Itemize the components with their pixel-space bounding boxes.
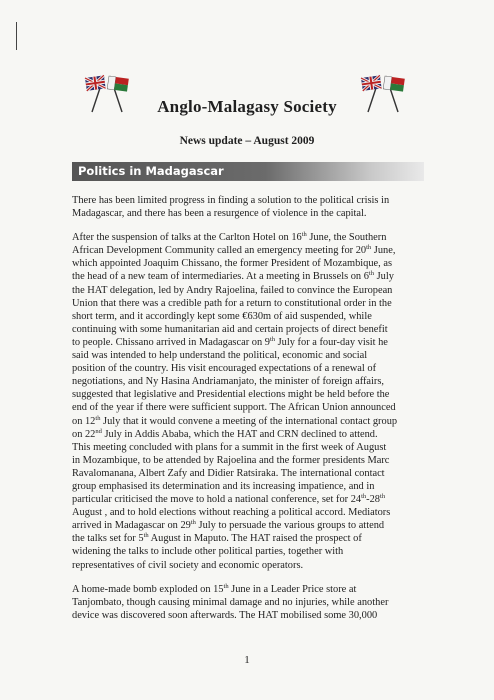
text-line: arrived in Madagascar on 29th July to persuade the various groups to attend bbox=[72, 519, 385, 532]
text-line: the HAT delegation, led by Andry Rajoelina, failed to convince the European bbox=[72, 284, 393, 296]
article-body bbox=[72, 194, 424, 633]
text-line: African Development Community called an emergency meeting for 20th June, bbox=[72, 244, 396, 257]
text-line: This meeting concluded with plans for a summit in the first week of August bbox=[72, 441, 387, 453]
society-title: Anglo-Malagasy Society bbox=[157, 97, 337, 116]
text-line: particular criticised the move to hold a national conference, set for 24th-28th bbox=[72, 493, 386, 506]
text-line: to people. Chissano arrived in Madagascar on 9th July for a four-day visit he bbox=[72, 335, 388, 348]
paragraph bbox=[72, 231, 424, 571]
paragraph bbox=[72, 583, 424, 622]
text-line: in Mozambique, to be attended by Rajoelina and the former presidents Marc bbox=[72, 454, 390, 466]
paragraph bbox=[72, 194, 424, 220]
text-line: A home-made bomb exploded on 15th June in a Leader Price store at bbox=[72, 582, 357, 595]
text-line: Union that there was a credible path for a return to constitutional order in the bbox=[72, 297, 392, 309]
text-line: said was intended to help understand the political, economic and social bbox=[72, 350, 368, 362]
section-heading-bar bbox=[72, 162, 424, 181]
text-line: which appointed Joaquim Chissano, the former President of Mozambique, as bbox=[72, 258, 393, 270]
scan-margin-mark bbox=[16, 22, 17, 50]
text-line: device was discovered soon afterwards. The HAT mobilised some 30,000 bbox=[72, 609, 378, 621]
newsletter-subtitle: News update – August 2009 bbox=[179, 135, 315, 147]
text-line: the talks set for 5th August in Maputo. The HAT raised the prospect of bbox=[72, 532, 362, 545]
text-line: short term, and it accordingly kept some €630m of aid suspended, while bbox=[72, 310, 372, 322]
section-heading: Politics in Madagascar bbox=[78, 164, 224, 178]
text-line: position of the country. His visit encouraged expectations of a renewal of bbox=[72, 363, 377, 375]
text-line: Ravalomanana, Albert Zafy and Didier Ratsiraka. The international contact bbox=[72, 467, 385, 479]
text-line: representatives of civil society and economic operators. bbox=[72, 559, 304, 571]
text-line: on 12th July that it would convene a meeting of the international contact group bbox=[72, 414, 398, 427]
text-line: Tanjombato, though causing minimal damage and no injuries, while another bbox=[72, 596, 389, 608]
text-line: August , and to hold elections without reaching a political accord. Mediators bbox=[72, 507, 391, 519]
text-line: Madagascar, and there has been a resurgence of violence in the capital. bbox=[72, 208, 367, 220]
text-line: negotiations, and Ny Hasina Andriamanjato, the minister of foreign affairs, bbox=[72, 376, 385, 388]
text-line: the head of a new team of intermediaries. At a meeting in Brussels on 6th July bbox=[72, 270, 394, 283]
text-line: continuing with some humanitarian aid and certain projects of direct benefit bbox=[72, 323, 388, 335]
text-line: on 22nd July in Addis Ababa, which the HAT and CRN declined to attend. bbox=[72, 427, 378, 440]
text-line: widening the talks to include other political parties, together with bbox=[72, 546, 344, 558]
text-line: There has been limited progress in finding a solution to the political crisis in bbox=[72, 195, 390, 206]
text-line: group emphasised its determination and its increasing impatience, and in bbox=[72, 480, 375, 492]
text-line: After the suspension of talks at the Carlton Hotel on 16th June, the Southern bbox=[72, 231, 387, 244]
text-line: end of the year if there were sufficient support. The African Union announced bbox=[72, 402, 396, 414]
page-number: 1 bbox=[244, 654, 250, 666]
text-line: suggested that legislative and Presidential elections might be held before the bbox=[72, 389, 390, 401]
